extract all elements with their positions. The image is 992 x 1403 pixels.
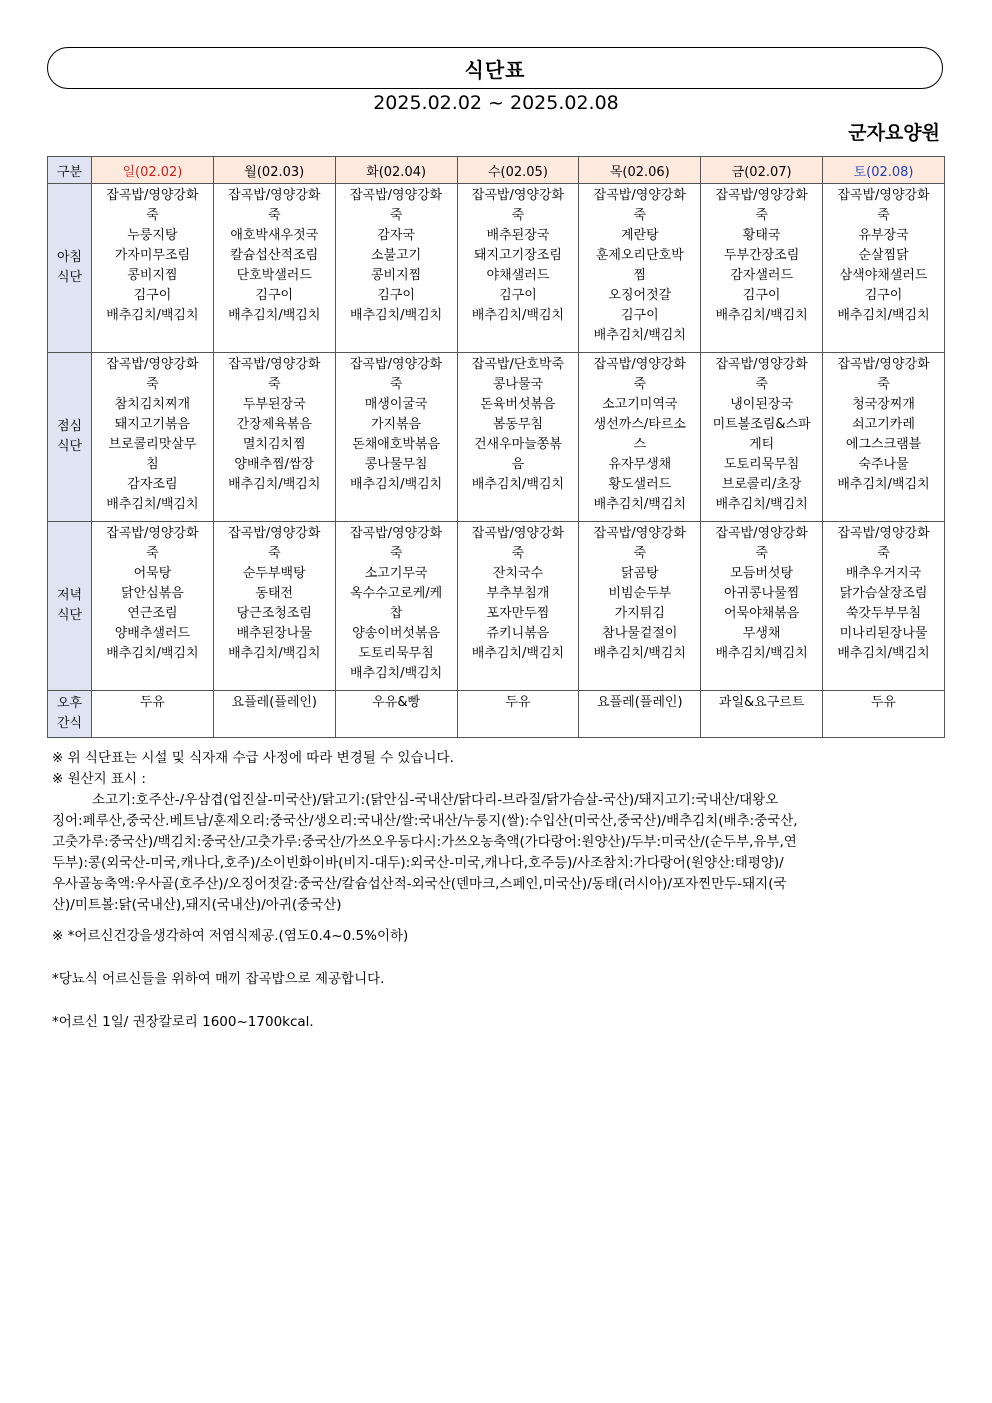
menu-cell — [213, 691, 335, 738]
menu-item: 옥수수고로케/케 — [349, 586, 443, 601]
menu-item: 모듬버섯탕 — [730, 566, 794, 581]
menu-item: 순살찜닭 — [858, 248, 909, 263]
menu-item: 김구이 — [499, 288, 537, 303]
menu-item: 소고기미역국 — [602, 397, 678, 412]
row-label-text: 아침 — [56, 250, 83, 265]
date-range: 2025.02.02 ~ 2025.02.08 — [373, 92, 619, 114]
menu-item: 닭곰탕 — [620, 566, 659, 581]
menu-item: 누룽지탕 — [127, 228, 178, 243]
menu-item: 잡곡밥/영양강화 — [837, 526, 930, 541]
menu-item: 잡곡밥/영양강화 — [228, 188, 321, 203]
menu-item: 죽 — [146, 377, 159, 392]
menu-item: 미나리된장나물 — [839, 626, 928, 641]
menu-item: 죽 — [267, 546, 281, 561]
menu-item: 잡곡밥/영양강화 — [106, 526, 199, 541]
header-day-mon: 월(02.03) — [213, 157, 335, 184]
menu-item: 훈제오리단호박 — [595, 248, 684, 263]
menu-item: 황도샐러드 — [608, 477, 672, 492]
row-label-text: 저녁 — [56, 588, 83, 603]
row-label-text: 식단 — [56, 608, 83, 623]
menu-cell — [213, 184, 335, 353]
origin-line: 징어:페루산,중국산.베트남/훈제오리:중국산/생오리:국내산/쌀:국내산/누룽지(쌀):수입산(미국산,중국산)/배추김치(배추:중국산, — [52, 813, 798, 829]
origin-line: 두부):콩(외국산-미국,캐나다,호주)/소이빈화이바(비지-대두):외국산-미국,캐나다,호주등)/사조참치:가다랑어(원양산:태평양)/ — [52, 855, 784, 871]
menu-item: 잡곡밥/영양강화 — [349, 357, 443, 372]
diabetes-note: *당뇨식 어르신들을 위하여 매끼 잡곡밥으로 제공합니다. — [52, 971, 385, 987]
menu-item: 김구이 — [377, 288, 415, 303]
menu-item: 청국장찌개 — [852, 397, 915, 412]
origin-heading: ※ 원산지 표시 : — [52, 771, 146, 787]
menu-item: 야채샐러드 — [486, 268, 550, 283]
row-label-text: 식단 — [56, 270, 83, 285]
menu-item: 쥬키니볶음 — [486, 626, 550, 641]
menu-item: 죽 — [755, 377, 768, 392]
menu-item: 콩비지찜 — [127, 268, 178, 283]
menu-item: 도토리묵무침 — [358, 646, 434, 661]
menu-item: 죽 — [511, 208, 525, 223]
menu-item: 찹 — [389, 606, 403, 621]
menu-item: 쑥갓두부무침 — [845, 606, 922, 621]
menu-cell — [823, 691, 945, 738]
menu-item: 배추김치/백김치 — [593, 328, 686, 343]
menu-item: 배추김치/백김치 — [593, 497, 686, 512]
facility-name: 군자요양원 — [848, 122, 940, 144]
menu-item: 잡곡밥/영양강화 — [715, 188, 808, 203]
menu-cell — [823, 522, 945, 691]
menu-cell — [579, 184, 701, 353]
change-notice: ※ 위 식단표는 시설 및 식자재 수급 사정에 따라 변경될 수 있습니다. — [52, 750, 454, 766]
row-label-lunch — [48, 353, 92, 522]
menu-cell — [92, 691, 214, 738]
menu-cell — [579, 522, 701, 691]
menu-item: 황태국 — [742, 228, 781, 243]
menu-item: 배추된장나물 — [236, 626, 312, 641]
menu-item: 죽 — [877, 377, 890, 392]
menu-item: 죽 — [633, 377, 647, 392]
menu-item: 김구이 — [620, 308, 659, 323]
menu-item: 잡곡밥/영양강화 — [593, 357, 686, 372]
menu-item: 애호박새우젓국 — [230, 228, 319, 243]
menu-item: 죽 — [146, 546, 159, 561]
menu-item: 건새우마늘쫑볶 — [474, 437, 562, 452]
menu-item: 잡곡밥/영양강화 — [471, 188, 565, 203]
menu-cell — [701, 522, 823, 691]
table-row-lunch — [48, 353, 945, 522]
menu-item: 감자조림 — [127, 477, 178, 492]
menu-cell — [579, 353, 701, 522]
menu-item: 두유 — [505, 695, 531, 710]
menu-cell — [457, 184, 579, 353]
menu-item: 콩나물국 — [492, 377, 544, 392]
header-corner: 구분 — [48, 157, 92, 184]
menu-item: 배추김치/백김치 — [715, 308, 808, 323]
menu-cell — [335, 184, 457, 353]
menu-item: 돼지고기장조림 — [474, 248, 562, 263]
menu-item: 죽 — [633, 546, 647, 561]
menu-item: 양송이버섯볶음 — [352, 626, 441, 641]
menu-item: 간장제육볶음 — [236, 417, 312, 432]
menu-item: 배추김치/백김치 — [593, 646, 686, 661]
menu-item: 에그스크램블 — [845, 437, 922, 452]
menu-item: 잡곡밥/영양강화 — [715, 526, 808, 541]
row-label-text: 식단 — [56, 439, 83, 454]
menu-item: 참나물겉절이 — [602, 626, 678, 641]
header-day-fri: 금(02.07) — [701, 157, 823, 184]
menu-item: 양배추샐러드 — [114, 626, 191, 641]
header-day-sun: 일(02.02) — [92, 157, 214, 184]
menu-item: 어묵야채볶음 — [723, 606, 800, 621]
menu-item: 매생이굴국 — [364, 397, 428, 412]
menu-item: 찜 — [633, 268, 647, 283]
menu-item: 닭가슴살장조림 — [839, 586, 928, 601]
row-label-text: 오후 — [56, 696, 83, 711]
menu-item: 김구이 — [742, 288, 781, 303]
menu-item: 계란탕 — [620, 228, 659, 243]
calorie-note: *어르신 1일/ 권장칼로리 1600~1700kcal. — [52, 1014, 314, 1030]
origin-line: 산)/미트볼:닭(국내산),돼지(국내산)/아귀(중국산) — [52, 897, 342, 913]
menu-item: 게티 — [749, 437, 775, 452]
menu-item: 죽 — [511, 546, 525, 561]
menu-item: 숙주나물 — [858, 457, 909, 472]
menu-item: 순두부백탕 — [242, 566, 306, 581]
menu-item: 침 — [146, 457, 159, 472]
menu-item: 죽 — [267, 208, 281, 223]
menu-item: 죽 — [389, 377, 403, 392]
origin-line: 소고기:호주산-/우삼겹(업진살-미국산)/닭고기:(닭안심-국내산/닭다리-브라질/닭가슴살-국산)/돼지고기:국내산/대왕오 — [92, 792, 779, 808]
notes-section — [52, 748, 942, 1033]
menu-item: 배추김치/백김치 — [349, 666, 443, 681]
menu-item: 콩나물무침 — [364, 457, 428, 472]
menu-item: 양배추찜/쌈장 — [234, 457, 315, 472]
menu-item: 배추김치/백김치 — [715, 646, 808, 661]
menu-item: 부추부침개 — [486, 586, 550, 601]
menu-cell — [823, 353, 945, 522]
table-row-dinner — [48, 522, 945, 691]
header-day-wed: 수(02.05) — [457, 157, 579, 184]
menu-item: 오징어젓갈 — [608, 288, 672, 303]
menu-cell — [457, 353, 579, 522]
menu-item: 참치김치찌개 — [114, 397, 191, 412]
menu-item: 배추김치/백김치 — [106, 497, 199, 512]
menu-item: 잡곡밥/영양강화 — [106, 188, 199, 203]
menu-item: 냉이된장국 — [730, 397, 794, 412]
menu-item: 스 — [633, 437, 647, 452]
menu-cell — [335, 691, 457, 738]
row-label-snack — [48, 691, 92, 738]
menu-item: 포자만두찜 — [486, 606, 550, 621]
menu-item: 미트볼조림&스파 — [712, 417, 811, 432]
menu-cell — [701, 691, 823, 738]
menu-item: 가지튀김 — [614, 606, 665, 621]
menu-item: 잡곡밥/영양강화 — [228, 526, 321, 541]
menu-item: 김구이 — [864, 288, 903, 303]
menu-item: 죽 — [877, 208, 890, 223]
menu-item: 배추김치/백김치 — [106, 646, 199, 661]
header-day-sat: 토(02.08) — [823, 157, 945, 184]
menu-cell — [92, 184, 214, 353]
menu-item: 배추김치/백김치 — [715, 497, 808, 512]
menu-item: 죽 — [146, 208, 159, 223]
menu-item: 콩비지찜 — [370, 268, 422, 283]
menu-item: 배추김치/백김치 — [106, 308, 199, 323]
menu-item: 배추김치/백김치 — [228, 646, 321, 661]
menu-item: 당근조청조림 — [236, 606, 312, 621]
menu-item: 배추김치/백김치 — [837, 308, 930, 323]
menu-item: 죽 — [267, 377, 281, 392]
menu-cell — [457, 691, 579, 738]
menu-item: 잡곡밥/영양강화 — [471, 526, 565, 541]
menu-cell — [457, 522, 579, 691]
row-label-text: 간식 — [56, 716, 83, 731]
menu-item: 잡곡밥/영양강화 — [349, 526, 443, 541]
menu-item: 생선까스/타르소 — [593, 417, 686, 432]
menu-item: 브로콜리맛살무 — [108, 437, 197, 452]
menu-cell — [335, 522, 457, 691]
menu-item: 삼색야채샐러드 — [839, 268, 928, 283]
header-day-thu: 목(02.06) — [579, 157, 701, 184]
menu-item: 두부간장조림 — [723, 248, 800, 263]
menu-item: 배추김치/백김치 — [837, 646, 930, 661]
menu-cell — [213, 353, 335, 522]
menu-item: 멸치김치찜 — [242, 437, 306, 452]
table-row-breakfast — [48, 184, 945, 353]
menu-item: 배추된장국 — [486, 228, 550, 243]
menu-item: 쇠고기카레 — [852, 417, 915, 432]
page-title-text: 식단표 — [464, 57, 526, 82]
menu-item: 죽 — [877, 546, 890, 561]
menu-item: 요플레(플레인) — [597, 695, 683, 710]
header-day-tue: 화(02.04) — [335, 157, 457, 184]
menu-item: 잡곡밥/영양강화 — [106, 357, 199, 372]
menu-item: 요플레(플레인) — [231, 695, 318, 710]
menu-item: 돈채애호박볶음 — [352, 437, 441, 452]
menu-item: 동태전 — [255, 586, 294, 601]
menu-item: 배추김치/백김치 — [228, 308, 321, 323]
menu-item: 유자무생채 — [608, 457, 672, 472]
menu-item: 어묵탕 — [133, 566, 172, 581]
menu-item: 죽 — [389, 546, 403, 561]
menu-item: 닭안심볶음 — [121, 586, 184, 601]
menu-item: 도토리묵무침 — [723, 457, 800, 472]
menu-item: 소고기무국 — [364, 566, 428, 581]
origin-line: 고춧가루:중국산)/백김치:중국산/고춧가루:중국산/가쓰오우동다시:가쓰오농축액(가다랑어:원양산)/두부:미국산/(순두부,유부,연 — [52, 834, 797, 850]
menu-item: 배추김치/백김치 — [349, 477, 443, 492]
origin-text — [52, 790, 942, 916]
menu-item: 가자미무조림 — [114, 248, 191, 263]
row-label-dinner — [48, 522, 92, 691]
menu-item: 두유 — [139, 695, 165, 710]
menu-item: 단호박샐러드 — [236, 268, 312, 283]
origin-line: 우사골농축액:우사골(호주산)/오징어젓갈:중국산/칼슘섭산적-외국산(덴마크,스페인,미국산)/동태(러시아)/포자찐만두-돼지(국 — [52, 876, 787, 892]
menu-item: 죽 — [755, 208, 768, 223]
menu-cell — [213, 522, 335, 691]
menu-item: 배추김치/백김치 — [471, 477, 565, 492]
menu-item: 김구이 — [255, 288, 294, 303]
menu-item: 잡곡밥/영양강화 — [593, 188, 686, 203]
menu-item: 음 — [511, 457, 525, 472]
menu-item: 배추김치/백김치 — [471, 646, 565, 661]
menu-cell — [92, 353, 214, 522]
menu-item: 브로콜리/초장 — [721, 477, 802, 492]
menu-item: 잡곡밥/영양강화 — [715, 357, 808, 372]
menu-item: 죽 — [389, 208, 403, 223]
menu-item: 감자국 — [377, 228, 415, 243]
low-salt-note: ※ *어르신건강을생각하여 저염식제공.(염도0.4~0.5%이하) — [52, 928, 409, 944]
menu-item: 과일&요구르트 — [718, 695, 805, 710]
menu-item: 연근조림 — [127, 606, 178, 621]
menu-item: 배추김치/백김치 — [837, 477, 930, 492]
menu-cell — [701, 184, 823, 353]
menu-item: 소불고기 — [370, 248, 422, 263]
menu-cell — [579, 691, 701, 738]
table-header-row — [48, 157, 945, 184]
menu-item: 잡곡밥/단호박죽 — [471, 357, 565, 372]
menu-item: 감자샐러드 — [730, 268, 794, 283]
menu-item: 두부된장국 — [242, 397, 306, 412]
menu-item: 잡곡밥/영양강화 — [837, 357, 930, 372]
menu-item: 아귀콩나물찜 — [723, 586, 800, 601]
table-row-snack — [48, 691, 945, 738]
menu-item: 두유 — [870, 695, 897, 710]
menu-item: 잡곡밥/영양강화 — [593, 526, 686, 541]
menu-item: 우유&빵 — [372, 695, 421, 710]
menu-item: 잔치국수 — [492, 566, 544, 581]
menu-item: 비빔순두부 — [608, 586, 672, 601]
menu-item: 돈육버섯볶음 — [480, 397, 556, 412]
menu-item: 칼슘섭산적조림 — [230, 248, 319, 263]
menu-item: 잡곡밥/영양강화 — [837, 188, 930, 203]
menu-item: 무생채 — [742, 626, 781, 641]
menu-cell — [823, 184, 945, 353]
menu-item: 죽 — [755, 546, 768, 561]
menu-cell — [701, 353, 823, 522]
menu-item: 돼지고기볶음 — [114, 417, 191, 432]
menu-item: 배추김치/백김치 — [228, 477, 321, 492]
menu-item: 배추김치/백김치 — [349, 308, 443, 323]
menu-item: 봄동무침 — [492, 417, 544, 432]
menu-item: 잡곡밥/영양강화 — [349, 188, 443, 203]
page-title — [47, 47, 943, 89]
meal-table — [47, 156, 945, 738]
row-label-text: 점심 — [56, 419, 83, 434]
menu-item: 가지볶음 — [370, 417, 422, 432]
menu-item: 김구이 — [133, 288, 172, 303]
menu-cell — [92, 522, 214, 691]
menu-item: 배추우거지국 — [845, 566, 922, 581]
menu-item: 유부장국 — [858, 228, 909, 243]
menu-item: 죽 — [633, 208, 647, 223]
menu-item: 배추김치/백김치 — [471, 308, 565, 323]
row-label-breakfast — [48, 184, 92, 353]
menu-cell — [335, 353, 457, 522]
menu-item: 잡곡밥/영양강화 — [228, 357, 321, 372]
